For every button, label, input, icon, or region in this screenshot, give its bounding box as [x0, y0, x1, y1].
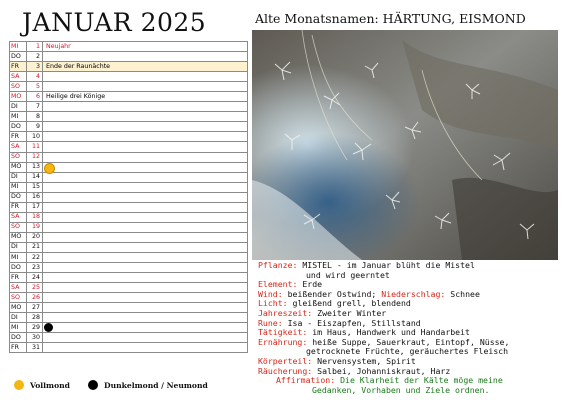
wind-value: beißender Ostwind;	[287, 288, 377, 299]
calendar-table	[9, 41, 248, 353]
day-number-cell: 24	[27, 273, 43, 283]
jahreszeit-label: Jahreszeit:	[258, 307, 313, 318]
calendar-row	[10, 333, 248, 343]
calendar-row	[10, 102, 248, 112]
weekday-cell: MO	[10, 92, 27, 102]
licht-value: gleißend grell, blendend	[292, 298, 411, 309]
day-note-cell[interactable]	[43, 122, 248, 132]
day-number-cell: 26	[27, 293, 43, 303]
calendar-row	[10, 52, 248, 62]
calendar-row	[10, 152, 248, 162]
day-number-cell: 8	[27, 112, 43, 122]
raeucherung-label: Räucherung:	[258, 365, 313, 376]
weekday-cell: FR	[10, 202, 27, 212]
weekday-cell: FR	[10, 343, 27, 353]
day-number-cell: 3	[27, 62, 43, 72]
day-number-cell: 9	[27, 122, 43, 132]
day-number-cell: 16	[27, 192, 43, 202]
calendar-row	[10, 293, 248, 303]
day-note-cell[interactable]	[43, 212, 248, 222]
weekday-cell: MO	[10, 162, 27, 172]
affirmation-value-2: Gedanken, Vorhaben und Ziele ordnen.	[312, 384, 490, 395]
calendar-row	[10, 343, 248, 353]
month-subtitle: Alte Monatsnamen: HÄRTUNG, EISMOND	[255, 11, 526, 26]
raeucherung-value: Salbei, Johanniskraut, Harz	[317, 365, 451, 376]
rune-value: Isa - Eiszapfen, Stillstand	[287, 317, 421, 328]
day-note-cell[interactable]	[43, 252, 248, 262]
weekday-cell: MI	[10, 252, 27, 262]
calendar-row	[10, 112, 248, 122]
weekday-cell: SO	[10, 222, 27, 232]
calendar-row	[10, 72, 248, 82]
weekday-cell: DI	[10, 172, 27, 182]
ernaehrung-label: Ernährung:	[258, 336, 308, 347]
day-note-cell[interactable]	[43, 333, 248, 343]
day-number-cell: 19	[27, 222, 43, 232]
ernaehrung-value: heiße Suppe, Sauerkraut, Eintopf, Nüsse,	[312, 336, 510, 347]
weekday-cell: SA	[10, 72, 27, 82]
calendar-row	[10, 122, 248, 132]
day-note-cell[interactable]	[43, 242, 248, 252]
calendar-row	[10, 132, 248, 142]
day-number-cell: 12	[27, 152, 43, 162]
weekday-cell: MO	[10, 232, 27, 242]
day-number-cell: 14	[27, 172, 43, 182]
day-number-cell: 1	[27, 42, 43, 52]
day-note-text: Ende der Raunächte	[46, 62, 111, 70]
day-number-cell: 30	[27, 333, 43, 343]
day-note-cell[interactable]	[43, 283, 248, 293]
day-note-cell[interactable]	[43, 112, 248, 122]
day-note-cell[interactable]	[43, 162, 248, 172]
frost-photo	[252, 30, 558, 260]
calendar-row	[10, 92, 248, 102]
element-value: Erde	[302, 279, 323, 290]
day-note-cell[interactable]	[43, 232, 248, 242]
day-note-cell[interactable]	[43, 132, 248, 142]
weekday-cell: DO	[10, 52, 27, 62]
rune-label: Rune:	[258, 317, 283, 328]
calendar-row	[10, 162, 248, 172]
niederschlag-label: Niederschlag:	[381, 288, 446, 299]
calendar-row	[10, 222, 248, 232]
day-number-cell: 5	[27, 82, 43, 92]
legend-new-moon	[88, 381, 208, 390]
calendar-row	[10, 202, 248, 212]
day-note-cell[interactable]	[43, 52, 248, 62]
pflanze-value-2: und wird geerntet	[306, 269, 390, 280]
calendar-row	[10, 232, 248, 242]
weekday-cell: FR	[10, 132, 27, 142]
calendar-row	[10, 303, 248, 313]
day-number-cell: 31	[27, 343, 43, 353]
day-number-cell: 23	[27, 263, 43, 273]
wind-label: Wind:	[258, 288, 283, 299]
full-moon-icon	[14, 380, 24, 390]
day-number-cell: 22	[27, 252, 43, 262]
day-number-cell: 15	[27, 182, 43, 192]
day-number-cell: 18	[27, 212, 43, 222]
weekday-cell: MI	[10, 182, 27, 192]
day-number-cell: 28	[27, 313, 43, 323]
day-note-cell[interactable]	[43, 92, 248, 102]
taetigkeit-value: im Haus, Handwerk und Handarbeit	[312, 327, 470, 338]
weekday-cell: DI	[10, 102, 27, 112]
calendar-row	[10, 252, 248, 262]
day-number-cell: 7	[27, 102, 43, 112]
calendar-row	[10, 323, 248, 333]
day-number-cell: 17	[27, 202, 43, 212]
day-note-text: Heilige drei Könige	[46, 92, 106, 100]
day-number-cell: 13	[27, 162, 43, 172]
day-note-cell[interactable]	[43, 152, 248, 162]
day-number-cell: 20	[27, 232, 43, 242]
day-note-cell[interactable]	[43, 62, 248, 72]
day-note-cell[interactable]	[43, 313, 248, 323]
calendar-row	[10, 82, 248, 92]
ernaehrung-value-2: getrocknete Früchte, geräuchertes Fleisch	[306, 346, 509, 357]
calendar-row	[10, 192, 248, 202]
day-note-cell[interactable]	[43, 293, 248, 303]
calendar-row	[10, 283, 248, 293]
day-number-cell: 2	[27, 52, 43, 62]
day-number-cell: 4	[27, 72, 43, 82]
day-note-cell[interactable]	[43, 192, 248, 202]
weekday-cell: DO	[10, 333, 27, 343]
day-note-cell[interactable]	[43, 263, 248, 273]
weekday-cell: MI	[10, 42, 27, 52]
day-note-cell[interactable]	[43, 82, 248, 92]
weekday-cell: MI	[10, 112, 27, 122]
weekday-cell: SA	[10, 212, 27, 222]
day-note-cell[interactable]	[43, 202, 248, 212]
weekday-cell: FR	[10, 62, 27, 72]
calendar-row	[10, 212, 248, 222]
calendar-row	[10, 273, 248, 283]
calendar-row	[10, 182, 248, 192]
weekday-cell: MI	[10, 323, 27, 333]
affirmation-value: Die Klarheit der Kälte möge meine	[340, 375, 503, 386]
calendar-row	[10, 242, 248, 252]
new-moon-icon	[44, 323, 53, 332]
jahreszeit-value: Zweiter Winter	[317, 307, 387, 318]
weekday-cell: DI	[10, 313, 27, 323]
weekday-cell: DO	[10, 263, 27, 273]
niederschlag-value: Schnee	[450, 288, 480, 299]
weekday-cell: SO	[10, 152, 27, 162]
pflanze-value: MISTEL - im Januar blüht die Mistel	[302, 260, 475, 270]
day-number-cell: 11	[27, 142, 43, 152]
day-number-cell: 27	[27, 303, 43, 313]
calendar-row	[10, 62, 248, 72]
legend-full-moon	[14, 381, 70, 390]
legend-new-label: Dunkelmond / Neumond	[104, 381, 208, 390]
day-number-cell: 10	[27, 132, 43, 142]
weekday-cell: SO	[10, 82, 27, 92]
calendar-row	[10, 42, 248, 52]
licht-label: Licht:	[258, 298, 288, 309]
day-note-text: Neujahr	[46, 42, 71, 50]
day-number-cell: 29	[27, 323, 43, 333]
day-note-cell[interactable]	[43, 323, 248, 333]
calendar-row	[10, 313, 248, 323]
weekday-cell: DO	[10, 192, 27, 202]
day-note-cell[interactable]	[43, 222, 248, 232]
new-moon-icon	[88, 380, 98, 390]
calendar-row	[10, 263, 248, 273]
day-note-cell[interactable]	[43, 273, 248, 283]
day-note-cell[interactable]	[43, 303, 248, 313]
calendar-row	[10, 142, 248, 152]
pflanze-label: Pflanze:	[258, 260, 298, 270]
weekday-cell: MO	[10, 303, 27, 313]
legend-full-label: Vollmond	[30, 381, 70, 390]
koerperteil-value: Nervensystem, Spirit	[317, 355, 416, 366]
month-info	[258, 261, 558, 395]
calendar-row	[10, 172, 248, 182]
day-note-cell[interactable]	[43, 343, 248, 353]
day-number-cell: 21	[27, 242, 43, 252]
day-note-cell[interactable]	[43, 172, 248, 182]
page-title: JANUAR 2025	[22, 8, 207, 37]
day-note-cell[interactable]	[43, 182, 248, 192]
day-number-cell: 25	[27, 283, 43, 293]
weekday-cell: SA	[10, 283, 27, 293]
weekday-cell: DI	[10, 242, 27, 252]
koerperteil-label: Körperteil:	[258, 355, 313, 366]
day-note-cell[interactable]	[43, 142, 248, 152]
day-note-cell[interactable]	[43, 102, 248, 112]
day-number-cell: 6	[27, 92, 43, 102]
weekday-cell: FR	[10, 273, 27, 283]
day-note-cell[interactable]	[43, 72, 248, 82]
weekday-cell: DO	[10, 122, 27, 132]
weekday-cell: SO	[10, 293, 27, 303]
element-label: Element:	[258, 279, 298, 290]
affirmation-label: Affirmation:	[276, 375, 336, 386]
taetigkeit-label: Tätigkeit:	[258, 327, 308, 338]
day-note-cell[interactable]	[43, 42, 248, 52]
weekday-cell: SA	[10, 142, 27, 152]
